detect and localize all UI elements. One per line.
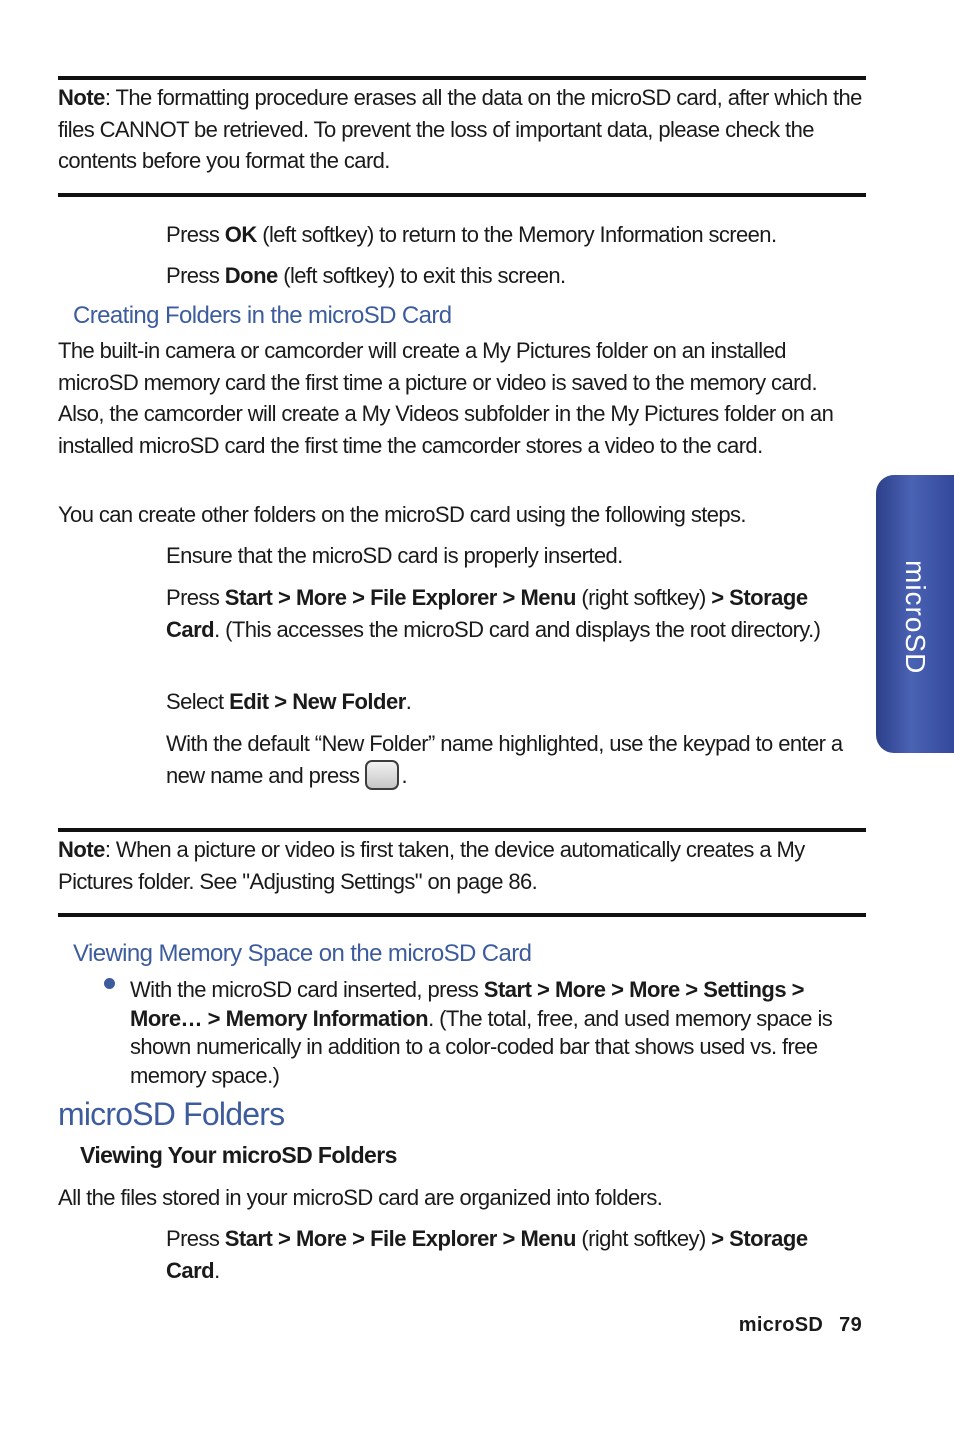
subheading-viewing-folders: Viewing Your microSD Folders — [80, 1142, 397, 1168]
page-footer — [739, 1314, 862, 1337]
note2-label: Note — [58, 837, 105, 862]
note-label: Note — [58, 85, 105, 110]
bullet-memory-information: With the microSD card inserted, press Start > More > More > Settings > More… > Memory Information. (The total, free, and used memory space is shown numerically in addition to a color-coded bar that shows used vs. free memory space.) — [130, 977, 833, 1088]
note-top-rule — [58, 76, 866, 80]
step-enter-name: With the default “New Folder” name highlighted, use the keypad to enter a new name and press . — [166, 728, 846, 792]
note-auto-folder: Note: When a picture or video is first taken, the device automatically creates a My Pictures folder. See "Adjusting Settings" on page 86. — [58, 837, 805, 894]
bullet-dot-icon — [104, 978, 115, 989]
note2-bottom-rule — [58, 913, 866, 917]
heading-creating-folders: Creating Folders in the microSD Card — [73, 302, 452, 329]
step-ensure-card: Ensure that the microSD card is properly inserted. — [166, 543, 623, 568]
step-press-ok: Press OK (left softkey) to return to the Memory Information screen. — [166, 222, 777, 247]
para-create-other-folders: You can create other folders on the microSD card using the following steps. — [58, 502, 746, 527]
para-files-organized: All the files stored in your microSD card are organized into folders. — [58, 1185, 663, 1210]
note-formatting: Note: The formatting procedure erases all the data on the microSD card, after which the files CANNOT be retrieved. To prevent the loss of important data, please check the contents before you format the card. — [58, 85, 862, 173]
note-bottom-rule — [58, 193, 866, 197]
heading-microsd-folders: microSD Folders — [58, 1096, 285, 1132]
para-creating-intro: The built-in camera or camcorder will create a My Pictures folder on an installed microSD memory card the first time a picture or video is saved to the memory card. Also, the camcorder will create a My Videos subfolder in the My Pictures folder on an installed microSD card the first time the camcorder stores a video to the card. — [58, 338, 834, 458]
chapter-tab-label: microSD — [900, 560, 931, 675]
page-number: 79 — [839, 1314, 862, 1336]
footer-section: microSD — [738, 1314, 824, 1336]
note2-top-rule — [58, 828, 866, 832]
step-view-storage-card: Press Start > More > File Explorer > Menu (right softkey) > Storage Card. — [166, 1226, 808, 1283]
heading-viewing-memory: Viewing Memory Space on the microSD Card — [73, 940, 532, 967]
step-navigate-storage-card: Press Start > More > File Explorer > Menu (right softkey) > Storage Card. (This accesses the microSD card and displays the root directory.) — [166, 585, 821, 642]
step-select-new-folder: Select Edit > New Folder. — [166, 689, 412, 714]
select-key-icon — [365, 760, 399, 790]
step-press-done: Press Done (left softkey) to exit this screen. — [166, 263, 566, 288]
